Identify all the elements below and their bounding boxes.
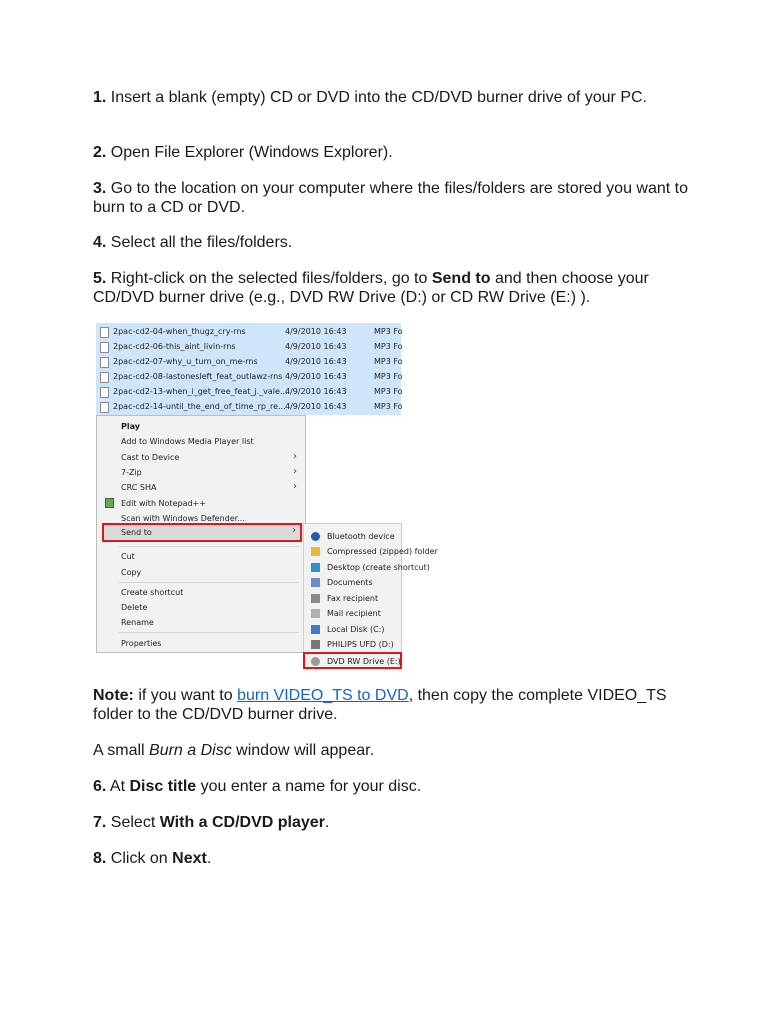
disk-icon <box>311 625 320 634</box>
menu-item-7zip[interactable] <box>97 465 305 480</box>
explorer-screenshot <box>96 323 438 669</box>
file-date: 4/9/2010 16:43 <box>285 357 347 366</box>
step-text: Select all the files/folders. <box>110 234 293 251</box>
menu-item-crc[interactable] <box>97 480 305 495</box>
burn-window-line <box>93 741 693 760</box>
file-date: 4/9/2010 16:43 <box>285 342 347 351</box>
menu-item-add-wmp[interactable] <box>97 434 305 449</box>
submenu-label: DVD RW Drive (E:) <box>327 657 401 666</box>
step-number: 6. <box>93 778 107 795</box>
step-5 <box>93 269 693 307</box>
file-list <box>96 323 401 415</box>
file-row[interactable] <box>96 384 401 399</box>
menu-label: Properties <box>121 639 162 648</box>
menu-label: Send to <box>121 528 152 537</box>
bluetooth-icon <box>311 532 320 541</box>
step-text: Open File Explorer (Windows Explorer). <box>110 144 393 161</box>
submenu-item-mail[interactable] <box>304 606 403 621</box>
step-7 <box>93 813 693 832</box>
audio-file-icon <box>100 387 109 398</box>
file-type: MP3 Fo <box>374 372 403 381</box>
step-bold: With a CD/DVD player <box>159 814 325 831</box>
step-bold: Send to <box>431 270 491 287</box>
menu-item-send-to[interactable] <box>102 523 302 542</box>
submenu-label: Documents <box>327 578 373 587</box>
documents-icon <box>311 578 320 587</box>
submenu-item-compressed[interactable] <box>304 544 438 559</box>
chevron-right-icon: › <box>293 481 297 492</box>
menu-item-delete[interactable] <box>97 600 305 615</box>
audio-file-icon <box>100 372 109 383</box>
burn-video-ts-link[interactable]: burn VIDEO_TS to DVD <box>237 687 409 704</box>
menu-label: Delete <box>121 603 148 612</box>
zip-folder-icon <box>311 547 320 556</box>
menu-item-properties[interactable] <box>97 636 305 651</box>
submenu-item-documents[interactable] <box>304 575 403 590</box>
submenu-item-fax[interactable] <box>304 591 403 606</box>
note-label: Note: <box>93 687 134 704</box>
file-name: 2pac-cd2-07-why_u_turn_on_me-rns <box>113 357 258 366</box>
file-row[interactable] <box>96 339 401 354</box>
step-number: 1. <box>93 89 107 106</box>
step-text: Insert a blank (empty) CD or DVD into the CD/DVD burner drive of your PC. <box>110 89 647 106</box>
step-text: Right-click on the selected files/folders, go to <box>110 270 432 287</box>
usb-icon <box>311 640 320 649</box>
notepad-icon <box>105 498 114 508</box>
desktop-icon <box>311 563 320 572</box>
menu-item-copy[interactable] <box>97 565 305 580</box>
file-name: 2pac-cd2-06-this_aint_livin-rns <box>113 342 236 351</box>
menu-label: Play <box>121 422 140 431</box>
step-1 <box>93 88 693 107</box>
audio-file-icon <box>100 402 109 413</box>
step-text: you enter a name for your disc. <box>196 778 422 795</box>
file-name: 2pac-cd2-14-until_the_end_of_time_rp_re... <box>113 402 286 411</box>
menu-label: 7-Zip <box>121 468 142 477</box>
submenu-item-bluetooth[interactable] <box>304 529 403 544</box>
menu-label: Cut <box>121 552 135 561</box>
step-text: Click on <box>106 850 173 867</box>
menu-item-cast[interactable] <box>97 450 305 465</box>
menu-label: Copy <box>121 568 142 577</box>
step-text: Select <box>106 814 160 831</box>
submenu-label: Compressed (zipped) folder <box>327 547 438 556</box>
note-text: , then copy the complete VIDEO_TS folder to the CD/DVD burner drive. <box>93 687 667 723</box>
step-2 <box>93 143 693 162</box>
file-row[interactable] <box>96 354 401 369</box>
step-number: 3. <box>93 180 107 197</box>
italic-text: Burn a Disc <box>149 742 232 759</box>
step-3 <box>93 179 693 217</box>
file-type: MP3 Fo <box>374 327 403 336</box>
chevron-right-icon: › <box>293 451 297 462</box>
send-to-submenu <box>303 523 438 669</box>
step-text: and then choose your CD/DVD burner drive (e.g., DVD RW Drive (D:) or CD RW Drive (E:) ). <box>93 270 649 306</box>
submenu-label: Desktop (create shortcut) <box>327 563 430 572</box>
submenu-item-desktop[interactable] <box>304 560 430 575</box>
mail-icon <box>311 609 320 618</box>
line-text: A small <box>93 742 150 759</box>
submenu-label: Local Disk (C:) <box>327 625 385 634</box>
file-name: 2pac-cd2-13-when_i_get_free_feat_j._vale... <box>113 387 288 396</box>
file-name: 2pac-cd2-04-when_thugz_cry-rns <box>113 327 246 336</box>
file-name: 2pac-cd2-08-lastonesleft_feat_outlawz-rns <box>113 372 283 381</box>
file-type: MP3 Fo <box>374 387 403 396</box>
line-text: window will appear. <box>231 742 375 759</box>
menu-item-play[interactable] <box>97 419 305 434</box>
step-number: 5. <box>93 270 107 287</box>
submenu-label: Mail recipient <box>327 609 381 618</box>
audio-file-icon <box>100 342 109 353</box>
file-type: MP3 Fo <box>374 402 403 411</box>
menu-item-cut[interactable] <box>97 549 305 564</box>
chevron-right-icon: › <box>293 466 297 477</box>
menu-item-rename[interactable] <box>97 615 305 630</box>
submenu-label: PHILIPS UFD (D:) <box>327 640 394 649</box>
menu-label: CRC SHA <box>121 483 157 492</box>
step-4 <box>93 233 693 252</box>
audio-file-icon <box>100 327 109 338</box>
audio-file-icon <box>100 357 109 368</box>
step-text: Go to the location on your computer where the files/folders are stored you want to burn to a CD or DVD. <box>93 180 688 216</box>
note-text: if you want to <box>133 687 238 704</box>
menu-label: Create shortcut <box>121 588 184 597</box>
note <box>93 686 693 724</box>
menu-label: Edit with Notepad++ <box>121 499 206 508</box>
step-number: 4. <box>93 234 107 251</box>
menu-divider <box>119 546 299 547</box>
menu-item-notepad[interactable] <box>97 496 305 511</box>
step-bold: Disc title <box>129 778 197 795</box>
step-text: . <box>324 814 330 831</box>
submenu-label: Bluetooth device <box>327 532 395 541</box>
step-number: 2. <box>93 144 107 161</box>
file-row[interactable] <box>96 324 401 339</box>
step-text: . <box>206 850 212 867</box>
step-8 <box>93 849 693 868</box>
submenu-item-local-disk[interactable] <box>304 622 403 637</box>
fax-icon <box>311 594 320 603</box>
menu-label: Scan with Windows Defender... <box>121 514 245 523</box>
step-bold: Next <box>172 850 207 867</box>
chevron-right-icon: › <box>292 525 296 536</box>
dvd-highlight-box <box>303 652 402 669</box>
menu-item-create-shortcut[interactable] <box>97 585 305 600</box>
file-date: 4/9/2010 16:43 <box>285 387 347 396</box>
menu-label: Add to Windows Media Player list <box>121 437 254 446</box>
file-row[interactable] <box>96 369 401 384</box>
file-row[interactable] <box>96 399 401 414</box>
menu-divider <box>119 632 299 633</box>
file-type: MP3 Fo <box>374 357 403 366</box>
menu-divider <box>119 582 299 583</box>
menu-label: Cast to Device <box>121 453 180 462</box>
file-date: 4/9/2010 16:43 <box>285 327 347 336</box>
file-type: MP3 Fo <box>374 342 403 351</box>
step-text: At <box>106 778 130 795</box>
file-date: 4/9/2010 16:43 <box>285 372 347 381</box>
step-number: 8. <box>93 850 107 867</box>
menu-label: Rename <box>121 618 154 627</box>
file-date: 4/9/2010 16:43 <box>285 402 347 411</box>
submenu-label: Fax recipient <box>327 594 379 603</box>
submenu-item-philips[interactable] <box>304 637 403 652</box>
step-number: 7. <box>93 814 107 831</box>
step-6 <box>93 777 693 796</box>
